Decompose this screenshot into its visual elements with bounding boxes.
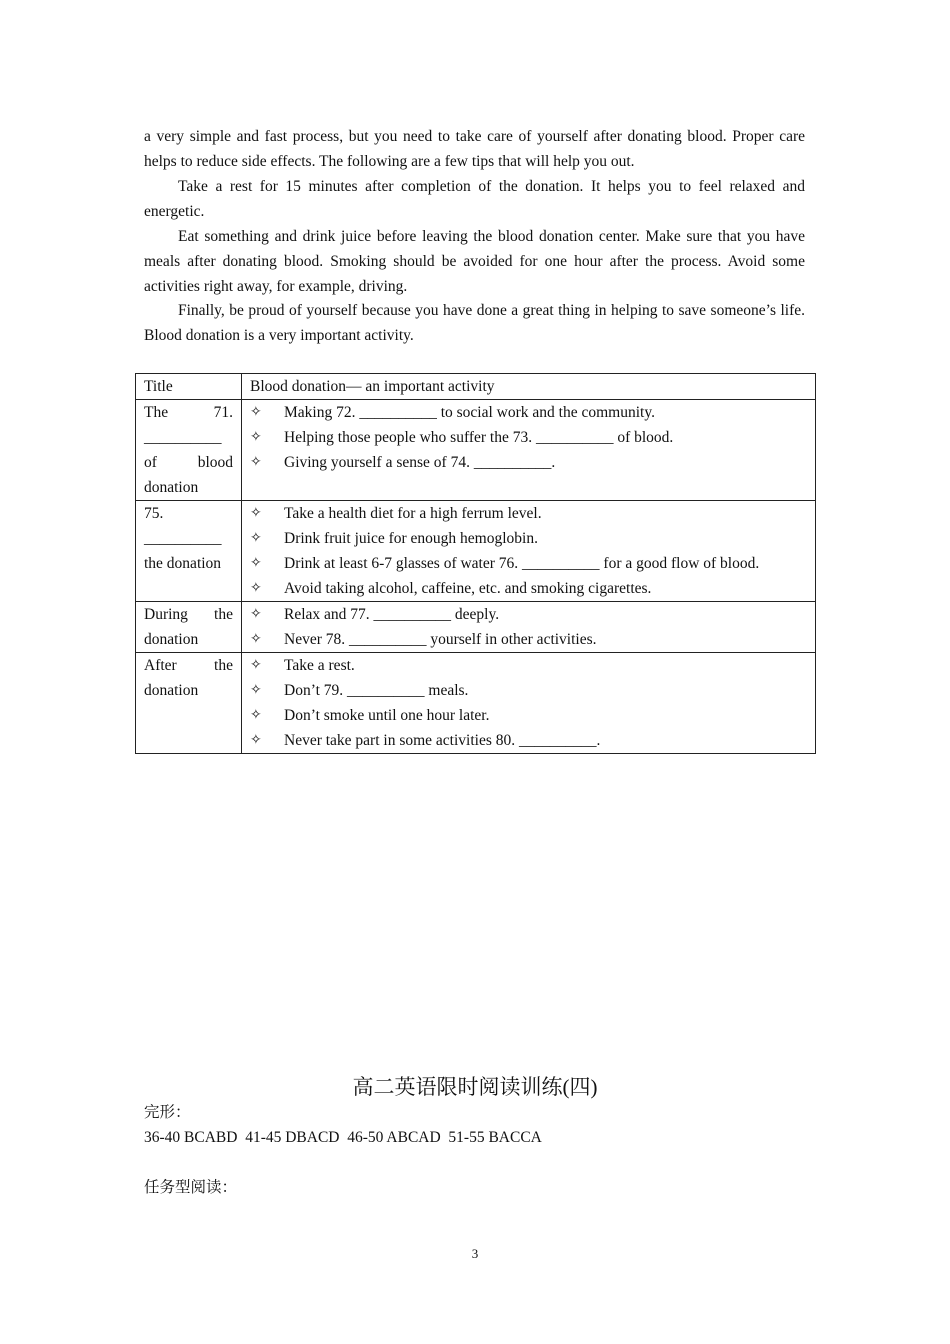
list-item [250,703,807,728]
list-item [250,602,807,627]
list-item-text: Never 78. __________ yourself in other activities. [284,631,597,648]
list-item-text: Helping those people who suffer the 73. __________ of blood. [284,429,674,446]
star-bullet-icon: ✧ [250,657,262,673]
table-row [136,400,816,501]
row-label-line: __________ [144,530,222,547]
row-items [242,400,816,501]
list-item [250,551,807,576]
cloze-answers: 36-40 BCABD 41-45 DBACD 46-50 ABCAD 51-55 BACCA [144,1129,542,1146]
list-item-text: Drink at least 6-7 glasses of water 76. __________ for a good flow of blood. [284,555,760,572]
table-row [136,501,816,602]
list-item-text: Avoid taking alcohol, caffeine, etc. and smoking cigarettes. [284,580,652,597]
list-item [250,450,807,475]
table-header-right: Blood donation— an important activity [242,374,816,400]
table-header-row [136,374,816,400]
table-row [136,602,816,653]
passage-paragraph-1: a very simple and fast process, but you need to take care of yourself after donating blood. Proper care helps to reduce side effects. The following are a few tips that will help you out. [144,128,805,170]
star-bullet-icon: ✧ [250,732,262,748]
cloze-label: 完形： [144,1104,191,1121]
passage-paragraph-2: Take a rest for 15 minutes after completion of the donation. It helps you to feel relaxed and energetic. [144,178,805,220]
list-item [250,576,807,601]
row-label-line: donation [144,631,199,648]
list-item-text: Making 72. __________ to social work and the community. [284,404,655,421]
list-item [250,627,807,652]
star-bullet-icon: ✧ [250,530,262,546]
row-label-line: the donation [144,555,222,572]
answer-section-title: 高二英语限时阅读训练(四) [352,1075,598,1099]
row-items [242,501,816,602]
row-label-line: 75. [144,505,164,522]
star-bullet-icon: ✧ [250,707,262,723]
row-label-line: During the [144,606,233,623]
star-bullet-icon: ✧ [250,631,262,647]
row-label-line: donation [144,682,199,699]
list-item [250,501,807,526]
row-label-line: The 71. [144,404,233,421]
list-item [250,400,807,425]
row-label [136,653,242,754]
table-row [136,653,816,754]
row-label-line: of blood [144,454,233,471]
page-number: 3 [471,1246,479,1261]
star-bullet-icon: ✧ [250,606,262,622]
list-item-text: Giving yourself a sense of 74. __________. [284,454,556,471]
table-header-left: Title [136,374,242,400]
row-label-line: __________ [144,429,222,446]
list-item [250,728,807,753]
list-item-text: Don’t smoke until one hour later. [284,707,490,724]
list-item [250,653,807,678]
list-item-text: Don’t 79. __________ meals. [284,682,469,699]
star-bullet-icon: ✧ [250,429,262,445]
star-bullet-icon: ✧ [250,580,262,596]
list-item-text: Take a health diet for a high ferrum level. [284,505,542,522]
row-label [136,501,242,602]
star-bullet-icon: ✧ [250,404,262,420]
row-items [242,602,816,653]
row-label-line: After the [144,657,233,674]
star-bullet-icon: ✧ [250,454,262,470]
list-item-text: Drink fruit juice for enough hemoglobin. [284,530,538,547]
task-reading-table [135,373,816,754]
list-item [250,425,807,450]
list-item [250,678,807,703]
row-items [242,653,816,754]
list-item-text: Relax and 77. __________ deeply. [284,606,500,623]
star-bullet-icon: ✧ [250,505,262,521]
task-reading-label: 任务型阅读： [144,1179,238,1196]
passage-paragraph-3: Eat something and drink juice before leaving the blood donation center. Make sure that you have meals after donating blood. Smoking should be avoided for one hour after the process. Avoid some activities right away, for example, driving. [144,228,805,295]
star-bullet-icon: ✧ [250,682,262,698]
list-item [250,526,807,551]
list-item-text: Never take part in some activities 80. __________. [284,732,601,749]
list-item-text: Take a rest. [284,657,355,674]
row-label [136,602,242,653]
row-label [136,400,242,501]
row-label-line: donation [144,479,199,496]
star-bullet-icon: ✧ [250,555,262,571]
passage-paragraph-4: Finally, be proud of yourself because you have done a great thing in helping to save someone’s life. Blood donation is a very important activity. [144,302,805,344]
